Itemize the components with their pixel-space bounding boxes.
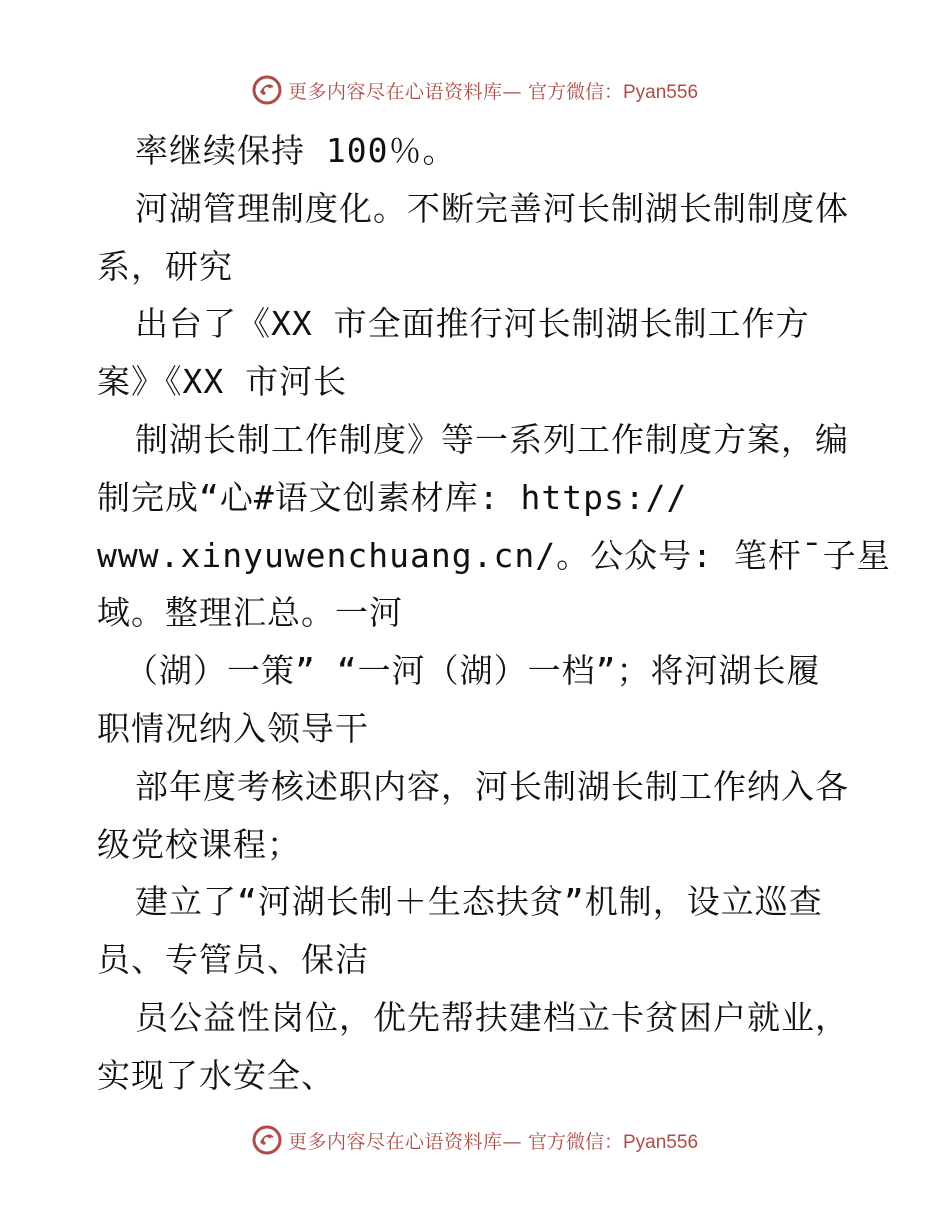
text-line: 河湖管理制度化。不断完善河长制湖长制制度体 bbox=[135, 188, 849, 228]
red-swirl-logo-icon bbox=[252, 1125, 282, 1155]
text-line: 员、专管员、保洁 bbox=[97, 940, 369, 980]
watermark-text: 更多内容尽在心语资料库— bbox=[287, 80, 522, 103]
red-swirl-logo-icon bbox=[252, 75, 282, 105]
footer-watermark bbox=[0, 1122, 950, 1158]
text-line: 员公益性岗位，优先帮扶建档立卡贫困户就业， bbox=[135, 997, 849, 1037]
watermark-wechat: 官方微信：Pyan556 bbox=[528, 81, 699, 103]
text-line: 制湖长制工作制度》等一系列工作制度方案，编 bbox=[135, 419, 849, 459]
header-watermark bbox=[0, 72, 950, 108]
text-line: 域。整理汇总。一河 bbox=[97, 593, 403, 633]
text-line: 案》《XX 市河长 bbox=[97, 362, 348, 402]
text-line: 系，研究 bbox=[97, 246, 233, 286]
text-line: 率继续保持 100％。 bbox=[135, 131, 457, 170]
text-line: 职情况纳入领导干 bbox=[97, 708, 369, 748]
text-line: （湖）一策” “一河（湖）一档”；将河湖长履 bbox=[125, 651, 821, 691]
text-line: 出台了《XX 市全面推行河长制湖长制工作方 bbox=[135, 304, 810, 344]
text-line: 部年度考核述职内容，河长制湖长制工作纳入各 bbox=[135, 766, 849, 806]
text-line: 级党校课程； bbox=[97, 824, 301, 864]
document-body bbox=[97, 122, 891, 1105]
text-line: www.xinyuwenchuang.cn/。公众号: 笔杆¯子星 bbox=[97, 535, 891, 575]
text-line: 实现了水安全、 bbox=[97, 1055, 335, 1095]
text-line: 建立了“河湖长制＋生态扶贫”机制，设立巡查 bbox=[135, 882, 823, 922]
watermark-wechat: 官方微信：Pyan556 bbox=[528, 1131, 699, 1153]
watermark-text: 更多内容尽在心语资料库— bbox=[287, 1130, 522, 1153]
text-line: 制完成“心#语文创素材库: https:// bbox=[97, 477, 688, 517]
